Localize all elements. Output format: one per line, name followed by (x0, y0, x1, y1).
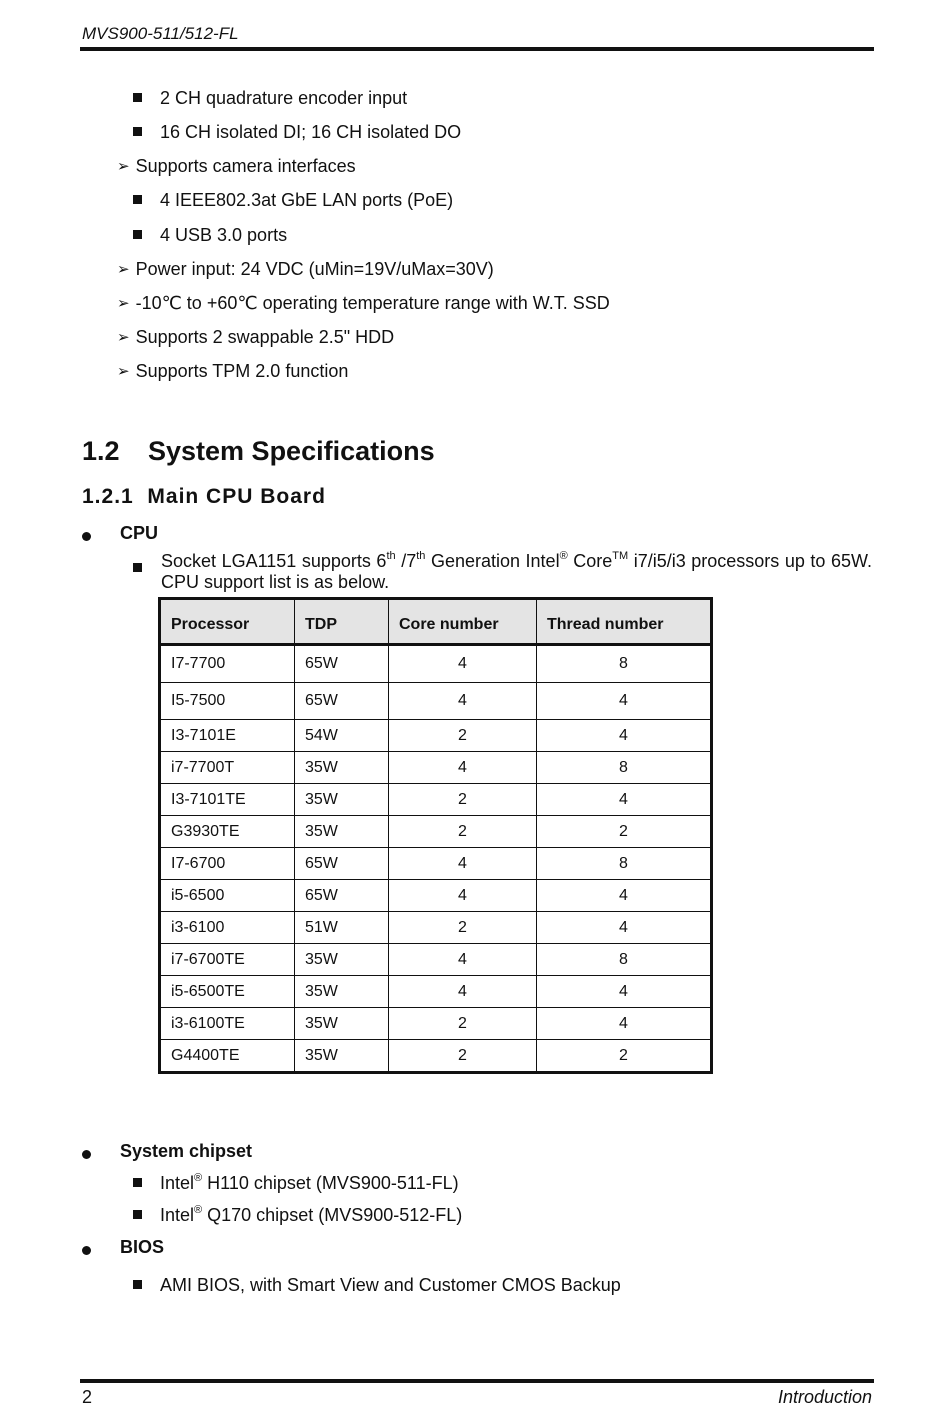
table-row (160, 645, 712, 683)
list-item: 4 IEEE802.3at GbE LAN ports (PoE) (133, 189, 453, 211)
arrow-bullet-icon: ➢ (117, 158, 130, 175)
column-header: Core number (389, 599, 537, 645)
table-cell: 51W (295, 912, 389, 944)
table-cell: i3-6100TE (160, 1008, 295, 1040)
table-cell: i7-6700TE (160, 944, 295, 976)
table-cell: 35W (295, 976, 389, 1008)
table-cell: 35W (295, 1008, 389, 1040)
table-cell: i7-7700T (160, 752, 295, 784)
square-bullet-icon (133, 127, 142, 136)
table-cell: 4 (389, 645, 537, 683)
table-cell: 4 (537, 976, 712, 1008)
table-cell: 4 (389, 880, 537, 912)
table-cell: 4 (389, 752, 537, 784)
header-rule (80, 47, 874, 51)
section-heading: 1.2 System Specifications (82, 436, 435, 466)
square-bullet-icon (133, 561, 160, 579)
table-cell: 65W (295, 683, 389, 720)
square-bullet-icon (133, 93, 142, 102)
table-cell: 8 (537, 645, 712, 683)
table-cell: G3930TE (160, 816, 295, 848)
column-header: Processor (160, 599, 295, 645)
table-cell: 4 (389, 848, 537, 880)
table-cell: 4 (537, 784, 712, 816)
square-bullet-icon (133, 1280, 142, 1289)
table-cell: 4 (389, 944, 537, 976)
table-row (160, 784, 712, 816)
table-cell: I3-7101TE (160, 784, 295, 816)
list-item: AMI BIOS, with Smart View and Customer CMOS Backup (133, 1274, 621, 1296)
table-row (160, 880, 712, 912)
table-cell: 65W (295, 645, 389, 683)
table-cell: 8 (537, 848, 712, 880)
arrow-bullet-icon: ➢ (117, 261, 130, 278)
square-bullet-icon (133, 230, 142, 239)
list-item: Intel® H110 chipset (MVS900-511-FL) (133, 1172, 459, 1194)
square-bullet-icon (133, 1210, 142, 1219)
list-item: ➢ Supports camera interfaces (117, 156, 356, 176)
table-row (160, 1008, 712, 1040)
subsection-heading: 1.2.1 Main CPU Board (82, 485, 326, 508)
table-cell: 65W (295, 880, 389, 912)
table-cell: I3-7101E (160, 720, 295, 752)
column-header: Thread number (537, 599, 712, 645)
table-cell: 35W (295, 784, 389, 816)
column-header: TDP (295, 599, 389, 645)
table-cell: 2 (389, 816, 537, 848)
page-number: 2 (82, 1387, 93, 1407)
table-cell: i5-6500 (160, 880, 295, 912)
square-bullet-icon (133, 195, 142, 204)
table-cell: 4 (537, 880, 712, 912)
table-cell: 4 (537, 683, 712, 720)
cpu-heading: CPU (120, 523, 159, 543)
table-row (160, 752, 712, 784)
arrow-bullet-icon: ➢ (117, 363, 130, 380)
square-bullet-icon (133, 1178, 142, 1187)
list-item: ➢ Power input: 24 VDC (uMin=19V/uMax=30V) (117, 259, 494, 279)
table-row (160, 848, 712, 880)
table-row (160, 912, 712, 944)
list-item: Intel® Q170 chipset (MVS900-512-FL) (133, 1204, 462, 1226)
arrow-bullet-icon: ➢ (117, 295, 130, 312)
table-cell: 2 (389, 912, 537, 944)
table-cell: 2 (389, 1040, 537, 1073)
footer-rule (80, 1379, 874, 1383)
list-item: ➢ Supports TPM 2.0 function (117, 361, 349, 381)
footer-chapter: Introduction (777, 1387, 872, 1407)
table-cell: G4400TE (160, 1040, 295, 1073)
table-cell: 2 (389, 784, 537, 816)
table-cell: 35W (295, 816, 389, 848)
bios-heading: BIOS (120, 1237, 165, 1257)
table-header-row (160, 599, 712, 645)
table-row (160, 720, 712, 752)
table-cell: 2 (537, 816, 712, 848)
table-cell: i3-6100 (160, 912, 295, 944)
list-item: 2 CH quadrature encoder input (133, 87, 407, 109)
list-item: ➢ -10℃ to +60℃ operating temperature range with W.T. SSD (117, 293, 610, 313)
bullet-dot-icon (82, 1242, 91, 1260)
table-cell: I5-7500 (160, 683, 295, 720)
table-row (160, 976, 712, 1008)
table-cell: i5-6500TE (160, 976, 295, 1008)
table-row (160, 683, 712, 720)
table-cell: I7-6700 (160, 848, 295, 880)
cpu-support-table (158, 597, 713, 1074)
table-cell: 4 (389, 683, 537, 720)
list-item: ➢ Supports 2 swappable 2.5" HDD (117, 327, 395, 347)
arrow-bullet-icon: ➢ (117, 329, 130, 346)
table-cell: 4 (537, 1008, 712, 1040)
table-cell: 8 (537, 752, 712, 784)
table-cell: 35W (295, 752, 389, 784)
table-cell: 54W (295, 720, 389, 752)
table-cell: 4 (389, 976, 537, 1008)
bullet-dot-icon (82, 1146, 91, 1164)
cpu-description: Socket LGA1151 supports 6th /7th Generation Intel® Core™ i7/i5/i3 processors up to 65W. CPU support list is as below. (161, 550, 872, 592)
table-cell: 4 (537, 720, 712, 752)
chipset-heading: System chipset (120, 1141, 253, 1161)
table-cell: I7-7700 (160, 645, 295, 683)
table-cell: 8 (537, 944, 712, 976)
page-header-title: MVS900-511/512-FL (82, 24, 239, 43)
table-cell: 2 (389, 1008, 537, 1040)
table-cell: 2 (389, 720, 537, 752)
list-item: 4 USB 3.0 ports (133, 224, 287, 246)
table-row (160, 816, 712, 848)
table-cell: 4 (537, 912, 712, 944)
list-item: 16 CH isolated DI; 16 CH isolated DO (133, 121, 461, 143)
table-cell: 35W (295, 944, 389, 976)
table-row (160, 1040, 712, 1073)
table-cell: 35W (295, 1040, 389, 1073)
table-cell: 2 (537, 1040, 712, 1073)
table-cell: 65W (295, 848, 389, 880)
table-row (160, 944, 712, 976)
bullet-dot-icon (82, 528, 91, 546)
